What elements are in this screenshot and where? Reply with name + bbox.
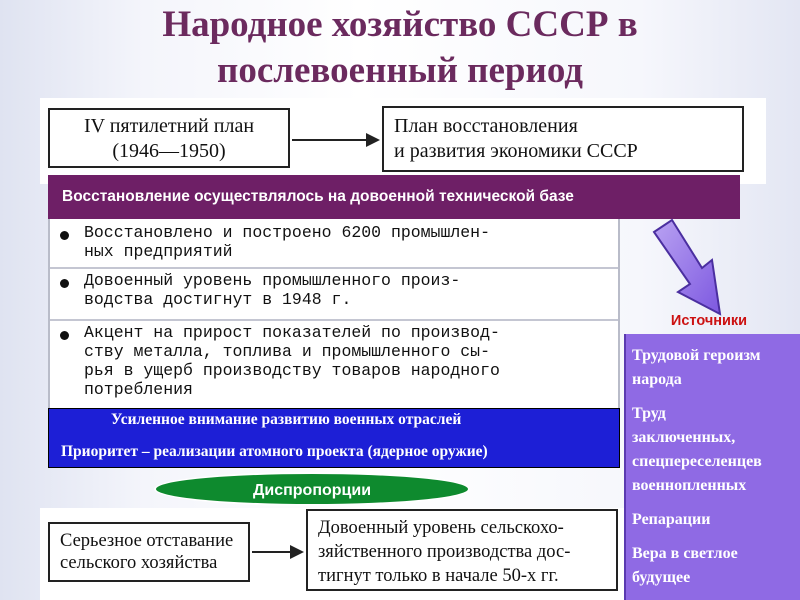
plan-arrow-head-icon [366, 133, 380, 147]
five-year-plan-line1: IV пятилетний план [83, 115, 255, 137]
prewar-agriculture-line2: зяйственного производства дос- [318, 542, 571, 562]
bullet-icon [60, 331, 69, 340]
restoration-plan-box [382, 106, 744, 172]
agriculture-lag-line1: Серьезное отставание [60, 531, 234, 551]
list-item [50, 271, 618, 321]
list-item-line: Довоенный уровень промышленного произ- [84, 271, 461, 290]
slide-title-line1: Народное хозяйство СССР в [162, 4, 638, 45]
list-item-line: ству металла, топлива и промышленного сы- [84, 342, 490, 361]
bullet-icon [60, 231, 69, 240]
list-item-line: потребления [84, 380, 193, 399]
restoration-plan-line1: План восстановления [394, 115, 578, 137]
bullet-icon [60, 279, 69, 288]
source-item [632, 344, 794, 392]
five-year-plan-line2: (1946—1950) [112, 140, 226, 162]
military-priority-line2: Приоритет – реализации атомного проекта (ядерное оружие) [61, 443, 488, 460]
source-item-line: Вера в светлое [632, 545, 738, 562]
source-item [632, 542, 794, 590]
source-item-line: спецпереселенцев [632, 453, 762, 470]
source-item-line: народа [632, 371, 682, 388]
prewar-base-banner: Восстановление осуществлялось на довоенной технической базе [48, 175, 740, 219]
list-item-line: рья в ущерб производству товаров народного [84, 361, 500, 380]
agriculture-lag-box [48, 522, 250, 582]
source-item [632, 402, 794, 498]
list-item-line: водства достигнут в 1948 г. [84, 290, 352, 309]
plan-arrow-line [292, 139, 368, 141]
source-item-line: заключенных, [632, 429, 736, 446]
source-item-line: Репарации [632, 511, 711, 528]
source-item-line: Труд [632, 405, 666, 422]
agriculture-arrow-line [252, 551, 292, 553]
down-right-arrow-icon [650, 218, 724, 318]
source-item-line: военнопленных [632, 477, 747, 494]
prewar-agriculture-line1: Довоенный уровень сельскохо- [318, 518, 564, 538]
achievements-list [48, 219, 620, 411]
list-item [50, 323, 618, 411]
list-item-line: Акцент на прирост показателей по производ- [84, 323, 500, 342]
list-item-line: ных предприятий [84, 242, 233, 261]
prewar-agriculture-box [306, 509, 618, 591]
sources-label: Источники [670, 313, 748, 329]
military-priority-line1: Усиленное внимание развитию военных отраслей [111, 411, 462, 428]
military-priority-banner [48, 408, 620, 468]
slide-title-line2: послевоенный период [217, 50, 583, 91]
sources-box [624, 334, 800, 600]
prewar-agriculture-line3: тигнут только в начале 50-х гг. [318, 566, 559, 586]
source-item-line: будущее [632, 569, 691, 586]
restoration-plan-line2: и развития экономики СССР [394, 140, 638, 162]
agriculture-arrow-head-icon [290, 545, 304, 559]
disproportions-oval: Диспропорции [154, 472, 470, 506]
list-item [50, 223, 618, 269]
five-year-plan-box [48, 108, 290, 168]
source-item-line: Трудовой героизм [632, 347, 761, 364]
agriculture-lag-line2: сельского хозяйства [60, 553, 218, 573]
list-item-line: Восстановлено и построено 6200 промышлен- [84, 223, 490, 242]
source-item [632, 508, 794, 532]
